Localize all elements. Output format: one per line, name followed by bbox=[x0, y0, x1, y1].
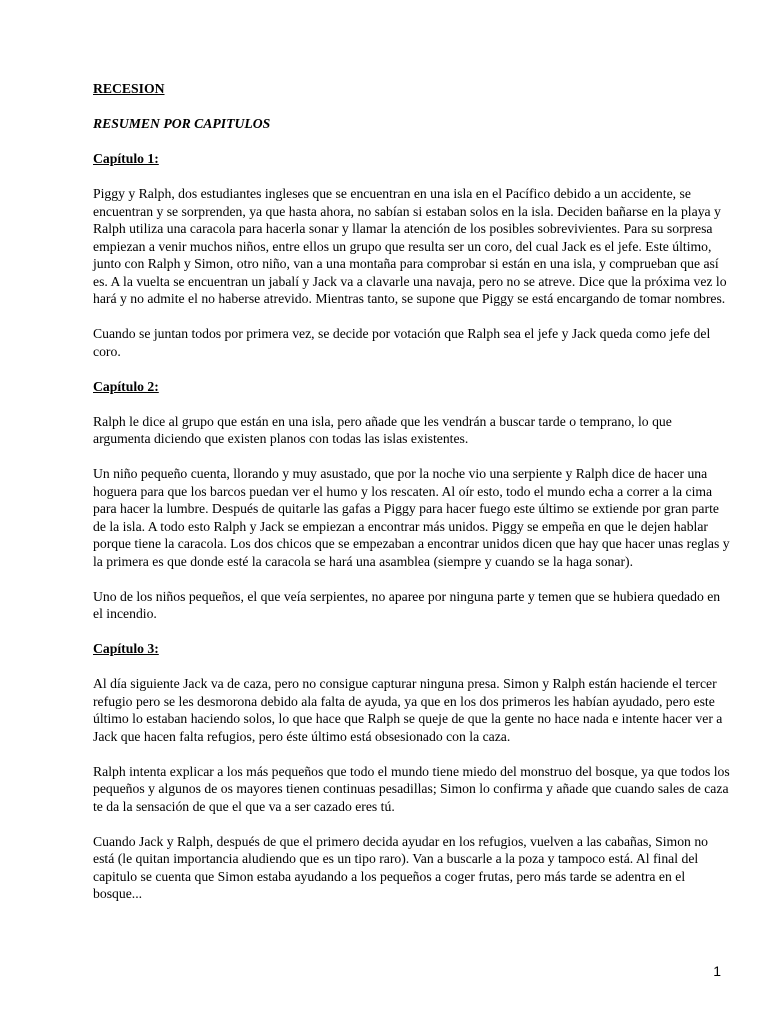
chapter-1-paragraph-2: Cuando se juntan todos por primera vez, se decide por votación que Ralph sea el jefe y Jack queda como jefe del coro. bbox=[93, 326, 711, 359]
chapter-2-title: Capítulo 2: bbox=[93, 378, 159, 394]
chapter-2-paragraph-3: Uno de los niños pequeños, el que veía serpientes, no aparee por ninguna parte y temen que se hubiera quedado en el incendio. bbox=[93, 588, 721, 621]
chapter-1-title: Capítulo 1: bbox=[93, 151, 159, 166]
chapter-3-paragraph-2: Ralph intenta explicar a los más pequeños que todo el mundo tiene miedo del monstruo del bosque, ya que todos los pequeños y algunos de os mayores tienen continuas pesadillas; Simon lo confirma y añade que cuando sales de caza te da la sensación de que el que va a ser cazado eres tú. bbox=[93, 763, 730, 814]
chapter-3-title: Capítulo 3: bbox=[93, 641, 159, 656]
chapter-3-paragraph-1: Al día siguiente Jack va de caza, pero no consigue capturar ninguna presa. Simon y Ralph están haciende el tercer refugio pero se les desmorona debido ala falta de ayuda, ya que en los dos primeros les habían ayudado, pero este último lo estaban haciendo solos, lo que hace que Ralph se queje de que la gente no hace nada e intente hacer ver a Jack que hacen falta refugios, pero éste último está obsesionado con la caza. bbox=[93, 676, 723, 744]
chapter-2-paragraph-1: Ralph le dice al grupo que están en una isla, pero añade que les vendrán a buscar tarde o temprano, lo que argumenta diciendo que existen planos con todas las islas existentes. bbox=[93, 413, 672, 446]
page-number: 1 bbox=[713, 963, 721, 979]
document-subheading: RESUMEN POR CAPITULOS bbox=[93, 116, 271, 131]
chapter-3-paragraph-3: Cuando Jack y Ralph, después de que el primero decida ayudar en los refugios, vuelven a las cabañas, Simon no está (le quitan importancia aludiendo que es un tipo raro). Van a buscarle a la poza y tampoco está. Al final del capitulo se cuenta que Simon estaba ayudando a los pequeños a coger frutas, pero más tarde se adentra en el bosque... bbox=[93, 833, 709, 901]
chapter-2-paragraph-2: Un niño pequeño cuenta, llorando y muy asustado, que por la noche vio una serpiente y Ralph dice de hacer una hoguera para que los barcos puedan ver el humo y los rescaten. Al oír esto, todo el mundo echa a correr a la cima para hacer la lumbre. Después de quitarle las gafas a Piggy para hacer fuego este último se extiende por gran parte de la isla. A todo esto Ralph y Jack se empiezan a encontrar más unidos. Piggy se empeña en que le dejen hablar porque tiene la caracola. Los dos chicos que se empezaban a encontrar unidos dicen que hay que hacer unas reglas y la primera es que donde esté la caracola se hará una asamblea (siempre y cuando se la haga sonar). bbox=[93, 466, 730, 569]
document-heading: RECESION bbox=[93, 81, 165, 96]
chapter-1-paragraph-1: Piggy y Ralph, dos estudiantes ingleses que se encuentran en una isla en el Pacífico debido a un accidente, se encuentran y se sorprenden, ya que hasta ahora, no sabían si estaban solos en la isla. Deciden bañarse en la playa y Ralph utiliza una caracola para hacerla sonar y llamar la atención de los posibles sobrevivientes. Para su sorpresa empiezan a venir muchos niños, entre ellos un grupo que resulta ser un coro, del cual Jack es el jefe. Este último, junto con Ralph y Simon, otro niño, van a una montaña para comprobar si están en una isla, y comprueban que así es. A la vuelta se encuentran un jabalí y Jack va a clavarle una navaja, pero no se atreve. Dice que la próxima vez lo hará y no admite el no haberse atrevido. Mientras tanto, se supone que Piggy se está encargando de tomar nombres. bbox=[93, 186, 727, 306]
document-page bbox=[93, 80, 731, 920]
